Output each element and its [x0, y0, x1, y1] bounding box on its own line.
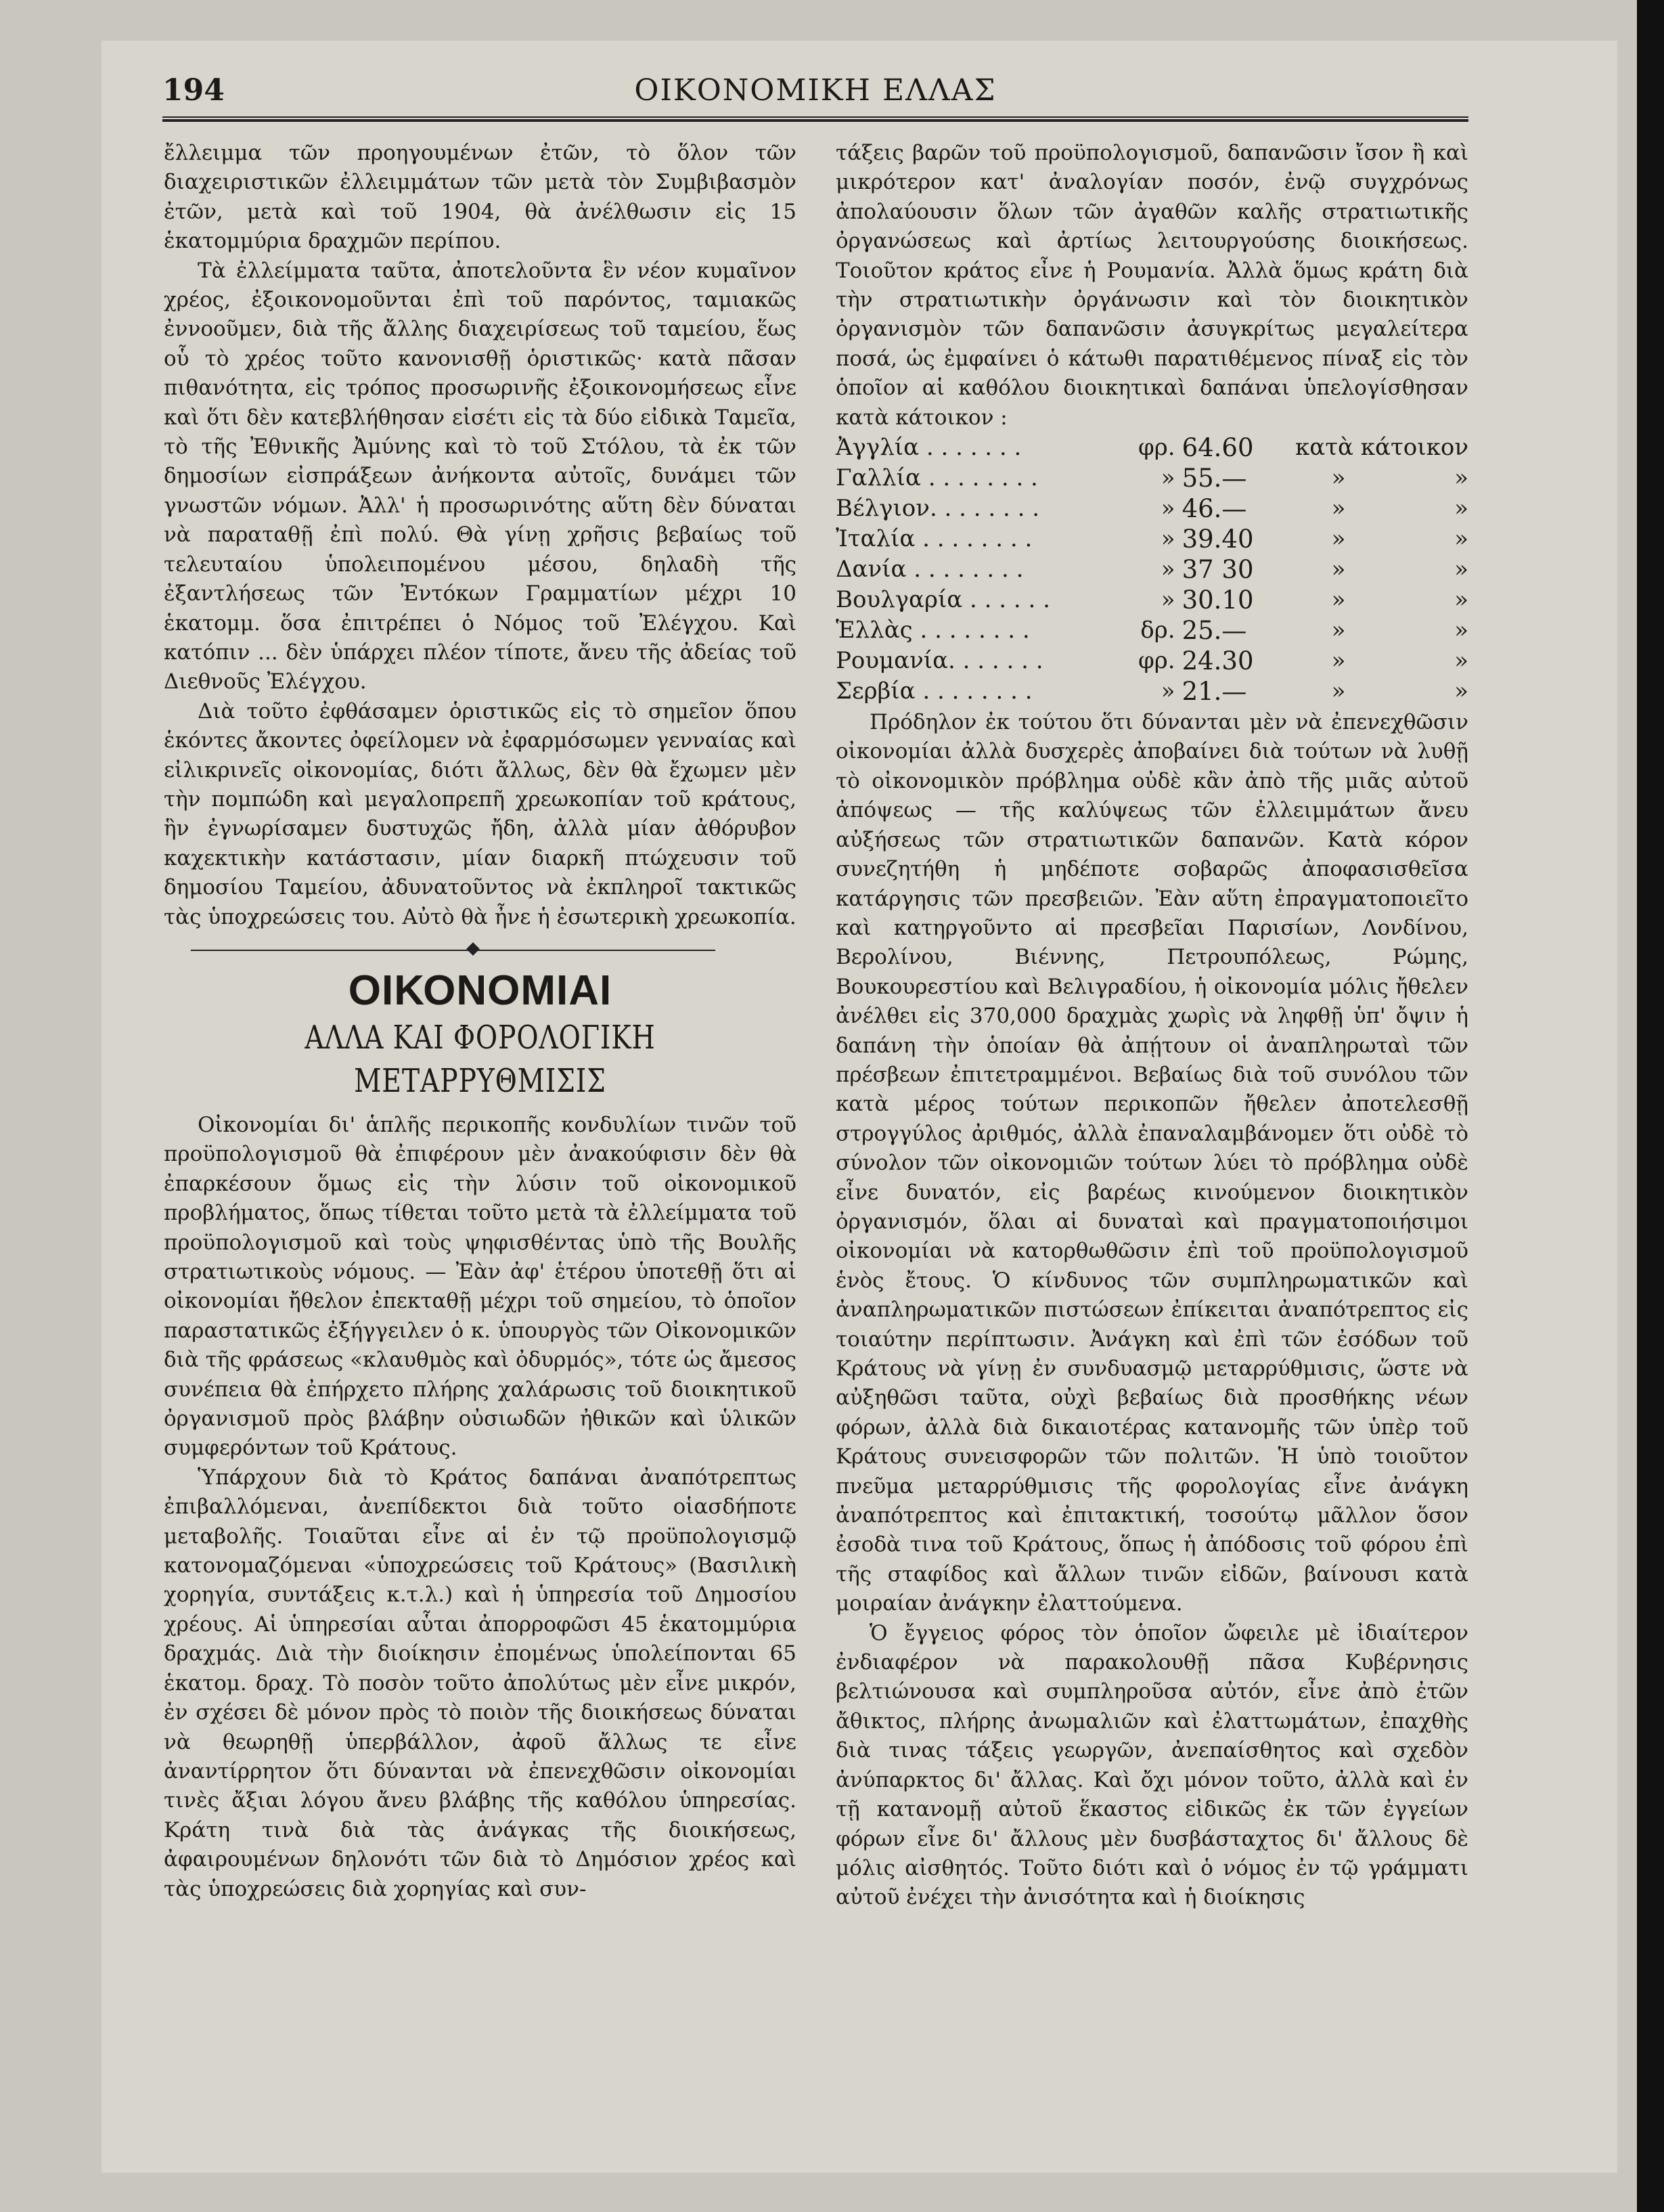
unit-cell: » — [1161, 586, 1175, 614]
ditto-cell: » — [1331, 556, 1346, 583]
amount-cell: 25.— — [1182, 616, 1247, 646]
unit-cell: » — [1161, 678, 1175, 705]
table-row — [836, 493, 1468, 524]
table-row — [836, 676, 1468, 707]
country-cell: Ἀγγλία . . . . . . . — [836, 434, 1022, 462]
table-row — [836, 433, 1468, 463]
paragraph: Ὑπάρχουν διὰ τὸ Κράτος δαπάναι ἀναπότρεπτως ἐπιβαλλόμεναι, ἀνεπίδεκτοι διὰ τοῦτο οἱασδήποτε μεταβολῆς. Τοιαῦται εἶνε αἱ ἐν τῷ προϋπολογισμῷ κατονομαζόμεναι «ὑποχρεώσεις τοῦ Κράτους» (Βασιλικὴ χορηγία, συντάξεις κ.τ.λ.) καὶ ἡ ὑπηρεσία τοῦ Δημοσίου χρέους. Αἱ ὑπηρεσίαι αὗται ἀπορροφῶσι 45 ἑκατομμύρια δραχμάς. Διὰ τὴν διοίκησιν ἐπομένως ὑπολείπονται 65 ἑκατομ. δραχ. Τὸ ποσὸν τοῦτο ἀπολύτως μὲν εἶνε μικρόν, ἐν σχέσει δὲ μόνον πρὸς τὸ ποιὸν τῆς διοικήσεως δύναται νὰ θεωρηθῇ ὑπερβάλλον, ἀφοῦ ἄλλως τε εἶνε ἀναντίρρητον ὅτι δύνανται νὰ ἐπενεχθῶσιν οἰκονομίαι τινὲς ἄξιαι λόγου ἄνευ βλάβης τῆς καθόλου ὑπηρεσίας. Κράτη τινὰ διὰ τὰς ἀνάγκας τῆς διοικήσεως, ἀφαιρουμένων δηλονότι τῶν διὰ τὸ Δημόσιον χρέος καὶ τὰς ὑποχρεώσεις διὰ χορηγίας καὶ συν- — [164, 1465, 796, 1901]
amount-cell: 64.60 — [1182, 433, 1254, 463]
ditto-cell: » — [1331, 586, 1346, 614]
right-column — [836, 139, 1468, 1913]
amount-cell: 30.10 — [1182, 585, 1254, 615]
cost-per-inhabitant-table — [836, 433, 1468, 707]
ditto-cell: » — [1331, 495, 1346, 523]
ditto-cell: » — [1331, 617, 1346, 644]
running-title: ΟΙΚΟΝΟΜΙΚΗ ΕΛΛΑΣ — [634, 73, 997, 108]
amount-cell: 24.30 — [1182, 646, 1254, 676]
paragraph: τάξεις βαρῶν τοῦ προϋπολογισμοῦ, δαπανῶσιν ἴσον ἢ καὶ μικρότερον κατ' ἀναλογίαν ποσόν, ἐνῷ συγχρόνως ἀπολαύουσιν ὅλων τῶν ἀγαθῶν καλῆς στρατιωτικῆς ὀργανώσεως καὶ ἀρτίως λειτουργούσης διοικήσεως. Τοιοῦτον κράτος εἶνε ἡ Ρουμανία. Ἀλλὰ ὅμως κράτη διὰ τὴν στρατιωτικὴν ὀργάνωσιν καὶ τὸν διοικητικὸν ὀργανισμὸν τῶν δαπανῶσιν ἀσυγκρίτως μεγαλείτερα ποσά, ὡς ἐμφαίνει ὁ κάτωθι παρατιθέμενος πίναξ εἰς τὸν ὁποῖον αἱ καθόλου διοικητικαὶ δαπάναι ὑπελογίσθησαν κατὰ κάτοικον : — [836, 141, 1468, 430]
per-cell: κατὰ κάτοικον — [1295, 434, 1468, 462]
unit-cell: φρ. — [1138, 434, 1175, 462]
book-binding-edge — [1637, 0, 1664, 2212]
ditto-cell: » — [1454, 678, 1468, 705]
ditto-cell: » — [1454, 495, 1468, 523]
left-column — [164, 139, 796, 1904]
ditto-cell: » — [1454, 617, 1468, 644]
country-cell: Ἰταλία . . . . . . . . — [836, 525, 1033, 553]
ditto-cell: » — [1331, 525, 1346, 553]
ditto-cell: » — [1454, 647, 1468, 675]
unit-cell: φρ. — [1138, 647, 1175, 675]
unit-cell: δρ. — [1140, 617, 1175, 644]
table-row — [836, 615, 1468, 646]
ditto-cell: » — [1331, 678, 1346, 705]
table-row — [836, 554, 1468, 585]
header-rule — [162, 116, 1468, 122]
divider-line — [191, 950, 715, 951]
paragraph: Οἰκονομίαι δι' ἁπλῆς περικοπῆς κονδυλίων τινῶν τοῦ προϋπολογισμοῦ θὰ ἐπιφέρουν μὲν ἀνακούφισιν δὲν θὰ ἐπαρκέσουν ὅμως εἰς τὴν λύσιν τοῦ οἰκονομικοῦ προβλήματος, ὅπως τίθεται τοῦτο μετὰ τὰ ἐλλείμματα τοῦ προϋπολογισμοῦ καὶ τοὺς ψηφισθέντας ὑπὸ τῆς Βουλῆς στρατιωτικοὺς νόμους. — Ἐὰν ἀφ' ἑτέρου ὑποτεθῇ ὅτι αἱ οἰκονομίαι ἤθελον ἐπεκταθῇ μέχρι τοῦ σημείου, τὸ ὁποῖον παραστατικῶς ἐξήγγειλεν ὁ κ. ὑπουργὸς τῶν Οἰκονομικῶν διὰ τῆς φράσεως «κλαυθμὸς καὶ ὀδυρμός», τότε ὡς ἄμεσος συνέπεια θὰ ἐπήρχετο πλήρης χαλάρωσις τοῦ διοικητικοῦ ὀργανισμοῦ πρὸς βλάβην οὐσιωδῶν ἠθικῶν καὶ ὑλικῶν συμφερόντων τοῦ Κράτους. — [164, 1112, 796, 1461]
unit-cell: » — [1161, 556, 1175, 583]
paragraph: Διὰ τοῦτο ἐφθάσαμεν ὁριστικῶς εἰς τὸ σημεῖον ὅπου ἑκόντες ἄκοντες ὀφείλομεν νὰ ἐφαρμόσωμεν γενναίας καὶ εἰλικρινεῖς οἰκονομίας, διότι ἄλλως, δὲν θὰ ἔχωμεν μὲν τὴν πομπώδη καὶ μεγαλοπρεπῆ χρεωκοπίαν τοῦ κράτους, ἣν ἐγνωρίσαμεν δυστυχῶς ἤδη, ἀλλὰ μίαν ἀθόρυβον καχεκτικὴν κατάστασιν, μίαν διαρκῆ πτώχευσιν τοῦ δημοσίου Ταμείου, ἀδυνατοῦντος νὰ ἐκπληροῖ τακτικῶς τὰς ὑποχρεώσεις του. Αὐτὸ θὰ ἦνε ἡ ἐσωτερικὴ χρεωκοπία. — [164, 699, 796, 929]
country-cell: Βουλγαρία . . . . . . — [836, 586, 1050, 614]
country-cell: Βέλγιον. . . . . . . . — [836, 495, 1040, 523]
country-cell: Γαλλία . . . . . . . . — [836, 464, 1038, 492]
page-header — [162, 73, 1468, 120]
divider-diamond — [466, 942, 480, 956]
unit-cell: » — [1161, 464, 1175, 492]
amount-cell: 21.— — [1182, 677, 1247, 707]
country-cell: Δανία . . . . . . . . — [836, 556, 1024, 583]
country-cell: Σερβία . . . . . . . . — [836, 678, 1033, 705]
country-cell: Ἑλλὰς . . . . . . . . — [836, 617, 1030, 644]
ditto-cell: » — [1454, 525, 1468, 553]
table-row — [836, 463, 1468, 493]
amount-cell: 46.— — [1182, 494, 1247, 524]
table-row — [836, 646, 1468, 676]
paragraph: Πρόδηλον ἐκ τούτου ὅτι δύνανται μὲν νὰ ἐπενεχθῶσιν οἰκονομίαι ἀλλὰ δυσχερὲς ἀποβαίνει διὰ τούτων νὰ λυθῇ τὸ οἰκονομικὸν πρόβλημα οὐδὲ κἂν ἀπὸ τῆς μιᾶς αὐτοῦ ἀπόψεως — τῆς καλύψεως τῶν ἐλλειμμάτων ἄνευ αὐξήσεως τῶν στρατιωτικῶν δαπανῶν. Κατὰ κόρον συνεζητήθη ἡ μηδέποτε σοβαρῶς ἀποφασισθεῖσα κατάργησις τῶν πρεσβειῶν. Ἐὰν αὕτη ἐπραγματοποιεῖτο καὶ κατηργοῦντο αἱ πρεσβεῖαι Παρισίων, Λονδίνου, Βερολίνου, Βιέννης, Πετρουπόλεως, Ρώμης, Βουκουρεστίου καὶ Βελιγραδίου, ἡ οἰκονομία μόλις ἤθελεν ἀνέλθει εἰς 370,000 δραχμὰς χωρὶς νὰ ληφθῇ ὑπ' ὄψιν ἡ δαπάνη τὴν ὁποίαν θὰ ἀπῄτουν οἱ ἀναπληρωταὶ τῶν πρέσβεων ἐπιτετραμμένοι. Βεβαίως διὰ τοῦ συνόλου τῶν κατὰ μέρος τούτων περικοπῶν ἤθελεν ἀποτελεσθῇ στρογγύλος ἀριθμός, ἀλλὰ ἐπαναλαμβάνομεν ὅτι οὐδὲ τὸ σύνολον τῶν οἰκονομιῶν τούτων λύει τὸ πρόβλημα οὐδὲ εἶνε δυνατόν, εἰς βαρέως κινούμενον διοικητικὸν ὀργανισμόν, ὅλαι αἱ δυναταὶ καὶ πραγματοποιήσιμοι οἰκονομίαι νὰ κατορθωθῶσιν ἐπὶ τοῦ προϋπολογισμοῦ ἑνὸς ἔτους. Ὁ κίνδυνος τῶν συμπληρωματικῶν καὶ ἀναπληρωματικῶν πιστώσεων ἐπίκειται ἀναπότρεπτος εἰς τοιαύτην περίπτωσιν. Ἀνάγκη καὶ ἐπὶ τῶν ἐσόδων τοῦ Κράτους νὰ γίνῃ ἐν συνδυασμῷ μεταρρύθμισις, ὥστε νὰ αὐξηθῶσι ταῦτα, οὐχὶ βεβαίως διὰ προσθήκης νέων φόρων, ἀλλὰ διὰ δικαιοτέρας κατανομῆς τῶν ὑπὲρ τοῦ Κράτους συνεισφορῶν τῶν πολιτῶν. Ἡ ὑπὸ τοιοῦτον πνεῦμα μεταρρύθμισις τῆς φορολογίας εἶνε ἀνάγκη ἀναπότρεπτος καὶ ἐπιτακτική, τοσούτῳ μᾶλλον ὅσον ἐσοδὰ τινα τοῦ Κράτους, ὅπως ἡ ἀπόδοσις τοῦ φόρου ἐπὶ τῆς σταφίδος καὶ ἄλλων τινῶν εἰδῶν, βαίνουσι κατὰ μοιραίαν ἀνάγκην ἐλαττούμενα. — [836, 710, 1468, 1616]
page-number: 194 — [162, 73, 225, 108]
country-cell: Ρουμανία. . . . . . . — [836, 647, 1043, 675]
section-divider — [164, 936, 796, 963]
ditto-cell: » — [1454, 586, 1468, 614]
ditto-cell: » — [1454, 464, 1468, 492]
ditto-cell: » — [1454, 556, 1468, 583]
table-row — [836, 585, 1468, 615]
amount-cell: 39.40 — [1182, 525, 1254, 554]
amount-cell: 55.— — [1182, 464, 1247, 493]
ditto-cell: » — [1331, 647, 1346, 675]
ditto-cell: » — [1331, 464, 1346, 492]
section-subtitle: ΑΛΛΑ ΚΑΙ ΦΟΡΟΛΟΓΙΚΗ ΜΕΤΑΡΡΥΘΜΙΣΙΣ — [305, 1018, 656, 1100]
paragraph: ἔλλειμμα τῶν προηγουμένων ἐτῶν, τὸ ὅλον τῶν διαχειριστικῶν ἐλλειμμάτων τῶν μετὰ τὸν Συμβιβασμὸν ἐτῶν, μετὰ καὶ τοῦ 1904, θὰ ἀνέλθωσιν εἰς 15 ἑκατομμύρια δραχμῶν περίπου. — [164, 141, 796, 254]
unit-cell: » — [1161, 495, 1175, 523]
table-row — [836, 524, 1468, 554]
amount-cell: 37 30 — [1182, 555, 1254, 585]
unit-cell: » — [1161, 525, 1175, 553]
paragraph: Τὰ ἐλλείμματα ταῦτα, ἀποτελοῦντα ἓν νέον κυμαῖνον χρέος, ἐξοικονομοῦνται ἐπὶ τοῦ παρόντος, ταμιακῶς ἐννοοῦμεν, διὰ τῆς ἄλλης διαχειρίσεως τοῦ ταμείου, ἕως οὗ τὸ χρέος τοῦτο κανονισθῇ ὁριστικῶς· κατὰ πᾶσαν πιθανότητα, εἰς τρόπος προσωρινῆς ἐξοικονομήσεως εἶνε καὶ ὅτι δὲν κατεβλήθησαν εἰσέτι εἰς τὰ δύο εἰδικὰ Ταμεῖα, τὸ τῆς Ἐθνικῆς Ἀμύνης καὶ τὸ τοῦ Στόλου, τὰ ἐκ τῶν δημοσίων εἰσπράξεων ἀνήκοντα αὐτοῖς, δυνάμει τῶν γνωστῶν νόμων. Ἀλλ' ἡ προσωρινότης αὕτη δὲν δύναται νὰ παραταθῇ ἐπὶ πολύ. Θὰ γίνῃ χρῆσις βεβαίως τοῦ τελευταίου ὑπολειπομένου μέσου, δηλαδὴ τῆς ἐξαντλήσεως τῶν Ἐντόκων Γραμματίων μέχρι 10 ἑκατομμ. ὅσα ἐπιτρέπει ὁ Νόμος τοῦ Ἐλέγχου. Καὶ κατόπιν ... δὲν ὑπάρχει πλέον τίποτε, ἄνευ τῆς ἀδείας τοῦ Διεθνοῦς Ἐλέγχου. — [164, 258, 796, 694]
section-title: ΟΙΚΟΝΟΜΙΑΙ — [348, 967, 612, 1014]
paragraph: Ὁ ἔγγειος φόρος τὸν ὁποῖον ὤφειλε μὲ ἰδιαίτερον ἐνδιαφέρον νὰ παρακολουθῇ πᾶσα Κυβέρνησις βελτιώνουσα καὶ συμπληροῦσα αὐτόν, εἶνε ἀπὸ ἐτῶν ἄθικτος, πλήρης ἀνωμαλιῶν καὶ ἐλαττωμάτων, ἐπαχθὴς διὰ τινας τάξεις γεωργῶν, ἀνεπαίσθητος καὶ σχεδὸν ἀνύπαρκτος δι' ἄλλας. Καὶ ὄχι μόνον τοῦτο, ἀλλὰ καὶ ἐν τῇ κατανομῇ αὐτοῦ ἕκαστος εἰδικῶς ἐκ τῶν ἐγγείων φόρων εἶνε δι' ἄλλους μὲν δυσβάσταχτος δι' ἄλλους δὲ μόλις αἰσθητός. Τοῦτο διότι καὶ ὁ νόμος ἐν τῷ γράμματι αὐτοῦ ἐνέχει τὴν ἀνισότητα καὶ ἡ διοίκησις — [836, 1620, 1468, 1910]
